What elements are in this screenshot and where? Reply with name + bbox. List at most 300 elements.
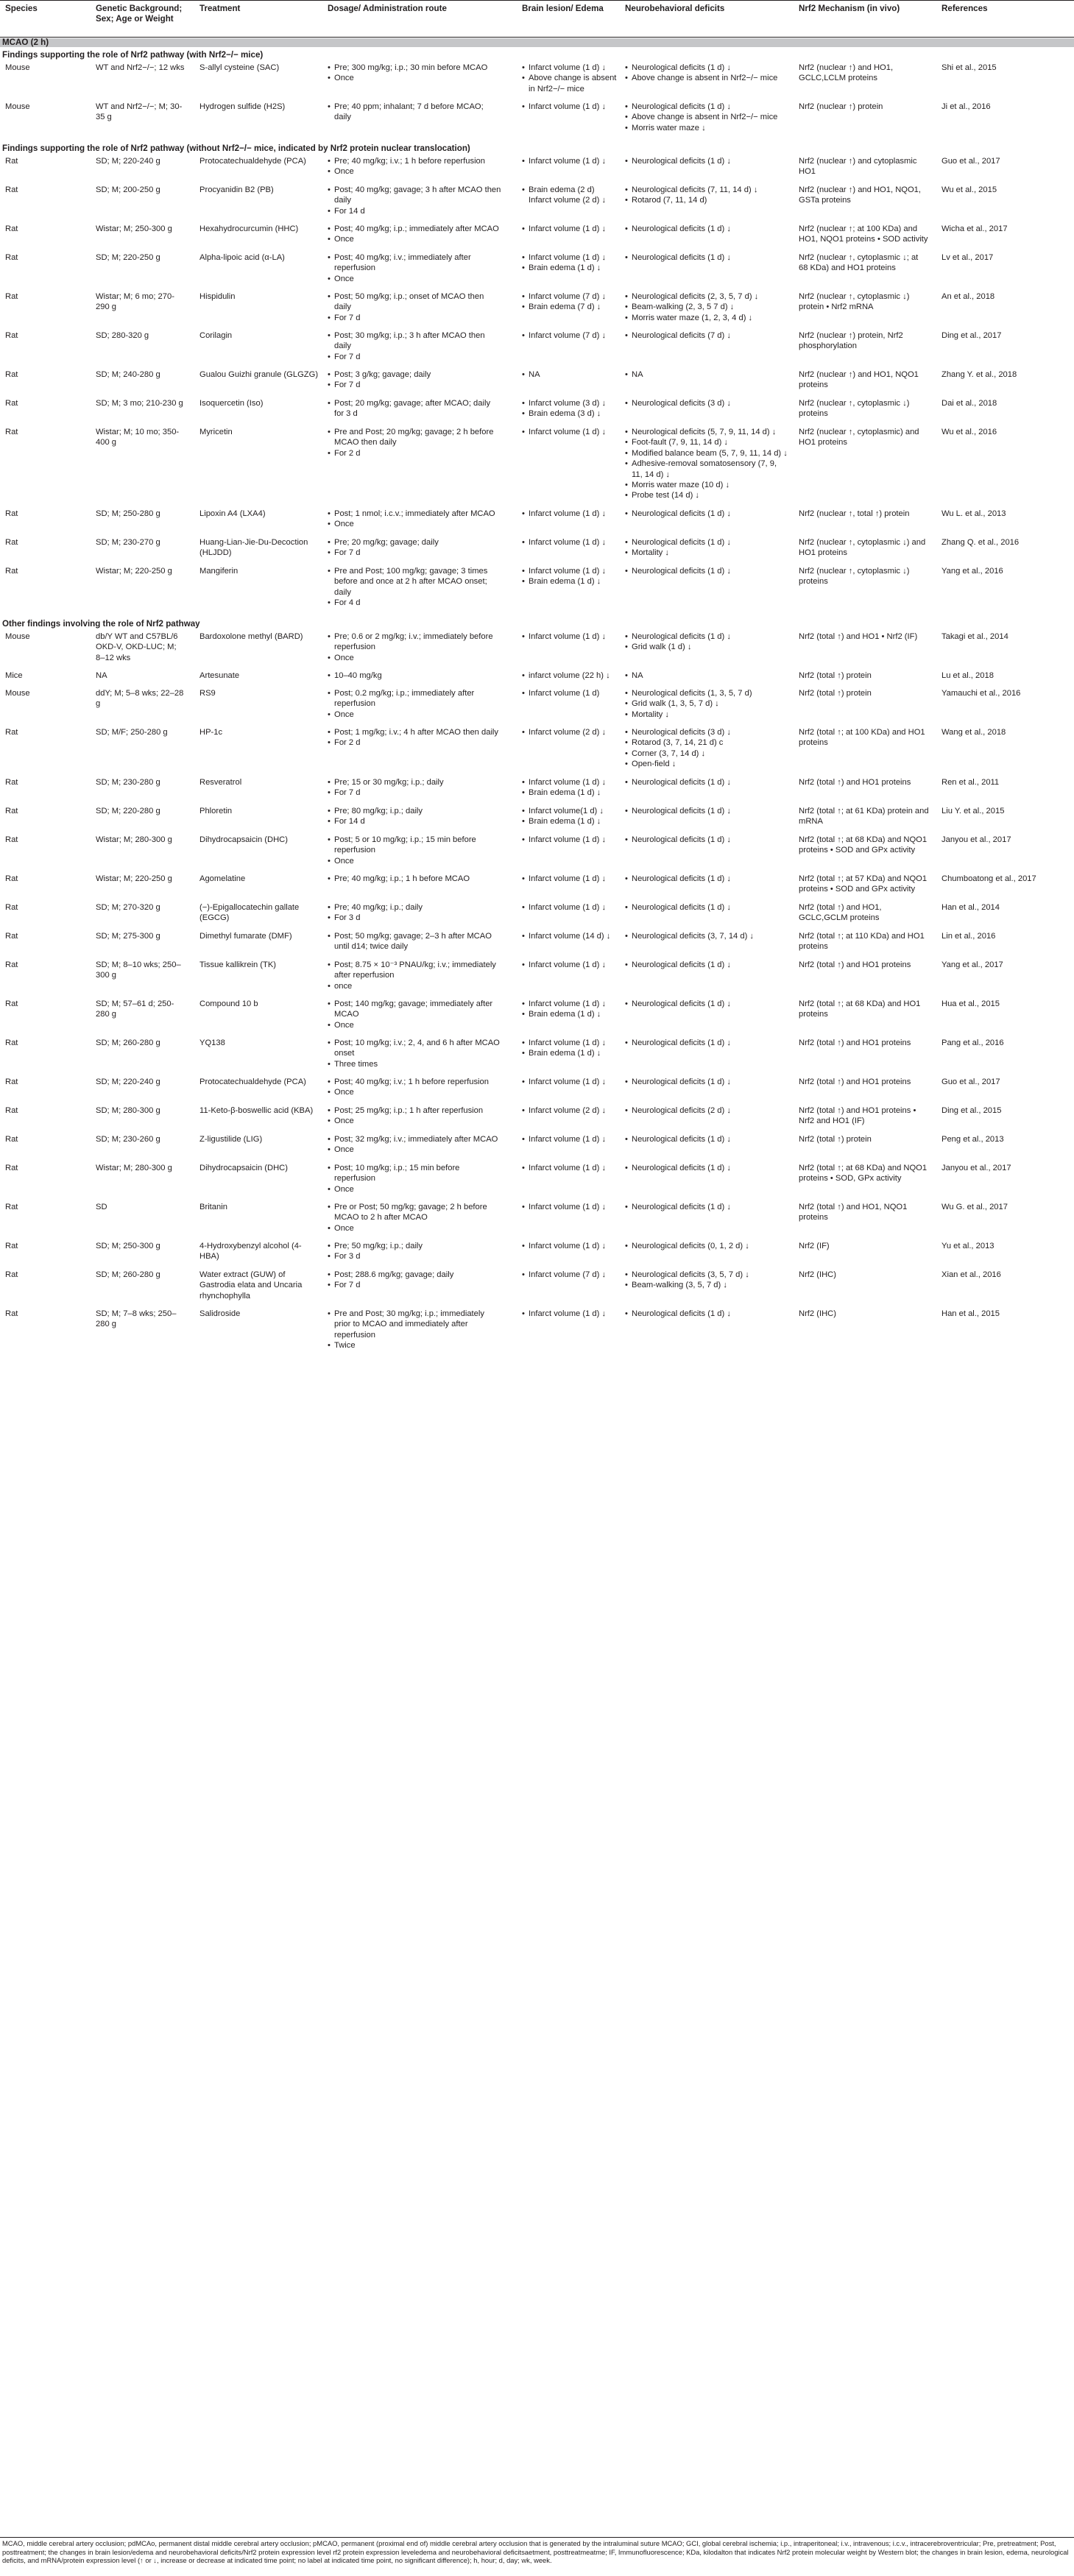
neuro-cell — [625, 688, 788, 720]
background-cell: SD; M; 230-260 g — [96, 1135, 160, 1144]
list-item: • Infarct volume (2 d) ↓ — [522, 727, 618, 737]
lesion-cell-list — [522, 1309, 618, 1319]
list-item: • Infarct volume (7 d) ↓ — [522, 330, 618, 341]
list-item: • Brain edema (1 d) ↓ — [522, 788, 618, 798]
list-item: • Neurological deficits (3, 7, 14 d) ↓ — [625, 931, 788, 941]
species-cell: Rat — [5, 1270, 18, 1279]
reference-link[interactable]: Wu et al., 2015 — [941, 185, 997, 194]
list-item: • Neurological deficits (1 d) ↓ — [625, 566, 788, 576]
reference-link[interactable]: Ding et al., 2017 — [941, 331, 1002, 340]
list-item: • For 14 d — [328, 816, 501, 827]
background-cell: NA — [96, 671, 107, 680]
neuro-cell-list — [625, 63, 788, 84]
reference-link[interactable]: Dai et al., 2018 — [941, 399, 997, 408]
treatment-cell: Procyanidin B2 (PB) — [199, 185, 274, 194]
background-cell: SD — [96, 1203, 107, 1211]
reference-link[interactable]: Lv et al., 2017 — [941, 253, 994, 262]
reference-link[interactable]: Wang et al., 2018 — [941, 728, 1006, 737]
list-item: • Beam-walking (2, 3, 5 7 d) ↓ — [625, 302, 788, 312]
lesion-cell-list — [522, 1163, 618, 1173]
species-cell: Rat — [5, 1242, 18, 1250]
species-cell: Rat — [5, 999, 18, 1008]
reference-link[interactable]: Guo et al., 2017 — [941, 157, 1000, 166]
dosage-cell — [328, 509, 501, 530]
list-item: • For 2 d — [328, 448, 501, 459]
list-item: • Once — [328, 519, 501, 529]
background-cell: SD; M; 260-280 g — [96, 1270, 160, 1279]
dosage-cell — [328, 727, 501, 749]
species-cell: Rat — [5, 157, 18, 166]
species-cell: Mouse — [5, 63, 30, 72]
reference-link[interactable]: Wu et al., 2016 — [941, 428, 997, 436]
list-item: • Once — [328, 1144, 501, 1155]
list-item: • Neurological deficits (1 d) ↓ — [625, 1134, 788, 1144]
table-row — [0, 537, 1074, 559]
lesion-cell — [522, 185, 618, 206]
list-item: • Neurological deficits (1 d) ↓ — [625, 252, 788, 263]
list-item: • Neurological deficits (1 d) ↓ — [625, 1202, 788, 1212]
neuro-cell — [625, 931, 788, 941]
species-cell: Rat — [5, 253, 18, 262]
list-item: • Post; 5 or 10 mg/kg; i.p.; 15 min before reperfusion — [328, 835, 501, 856]
dosage-cell-list — [328, 398, 501, 420]
list-item: • Infarct volume (1 d) ↓ — [522, 960, 618, 970]
dosage-cell-list — [328, 330, 501, 362]
neuro-cell — [625, 63, 788, 84]
list-item: • Grid walk (1, 3, 5, 7 d) ↓ — [625, 698, 788, 709]
list-item: • Foot-fault (7, 9, 11, 14 d) ↓ — [625, 437, 788, 447]
neuro-cell — [625, 102, 788, 133]
lesion-cell-list — [522, 330, 618, 341]
neuro-cell-list — [625, 291, 788, 323]
background-cell: SD; M; 220-250 g — [96, 253, 160, 262]
list-item: • Neurological deficits (1 d) ↓ — [625, 1163, 788, 1173]
lesion-cell — [522, 902, 618, 913]
background-cell: SD; M; 230-270 g — [96, 538, 160, 547]
neuro-cell-list — [625, 902, 788, 913]
list-item: • For 7 d — [328, 352, 501, 362]
table-row — [0, 63, 1074, 94]
neuro-cell-list — [625, 631, 788, 653]
dosage-cell-list — [328, 369, 501, 391]
dosage-cell-list — [328, 427, 501, 459]
neuro-cell-list — [625, 777, 788, 788]
lesion-cell-list — [522, 1038, 618, 1059]
reference-link[interactable]: Lin et al., 2016 — [941, 932, 996, 941]
reference-link[interactable]: Shi et al., 2015 — [941, 63, 997, 72]
list-item: • Adhesive-removal somatosensory (7, 9, 11, 14 d) ↓ — [625, 459, 788, 480]
list-item: • Infarct volume (3 d) ↓ — [522, 398, 618, 408]
reference-link[interactable]: Ji et al., 2016 — [941, 102, 991, 111]
dosage-cell-list — [328, 537, 501, 559]
dosage-cell-list — [328, 1134, 501, 1156]
treatment-cell: Protocatechualdehyde (PCA) — [199, 1078, 306, 1086]
background-cell: SD; M/F; 250-280 g — [96, 728, 168, 737]
species-cell: Rat — [5, 728, 18, 737]
dosage-cell — [328, 185, 501, 216]
list-item: • Above change is absent in Nrf2−/− mice — [522, 73, 618, 94]
dosage-cell-list — [328, 960, 501, 991]
list-item: • Neurological deficits (1 d) ↓ — [625, 806, 788, 816]
species-cell: Rat — [5, 1135, 18, 1144]
table-row — [0, 1309, 1074, 1351]
list-item: • Neurological deficits (1 d) ↓ — [625, 835, 788, 845]
table-row — [0, 835, 1074, 866]
lesion-cell-list — [522, 727, 618, 737]
lesion-cell-list — [522, 688, 618, 698]
lesion-cell-list — [522, 1077, 618, 1087]
list-item: • For 7 d — [328, 313, 501, 323]
neuro-cell — [625, 252, 788, 263]
dosage-cell — [328, 777, 501, 799]
background-cell: WT and Nrf2−/−; 12 wks — [96, 63, 185, 72]
table-row — [0, 369, 1074, 391]
table-row — [0, 931, 1074, 952]
species-cell: Rat — [5, 960, 18, 969]
species-cell: Rat — [5, 1038, 18, 1047]
reference-link[interactable]: Ding et al., 2015 — [941, 1106, 1002, 1115]
dosage-cell — [328, 398, 501, 420]
treatment-cell: Mangiferin — [199, 567, 239, 576]
lesion-cell — [522, 931, 618, 941]
neuro-cell — [625, 1309, 788, 1319]
treatment-cell: Gualou Guizhi granule (GLGZG) — [199, 370, 319, 379]
neuro-cell — [625, 999, 788, 1009]
mechanism-cell: Nrf2 (total ↑) and HO1 proteins — [799, 778, 911, 787]
species-cell: Rat — [5, 932, 18, 941]
list-item: • Neurological deficits (1 d) ↓ — [625, 224, 788, 234]
reference-link[interactable]: Pang et al., 2016 — [941, 1038, 1004, 1047]
dosage-cell — [328, 874, 501, 884]
dosage-cell — [328, 631, 501, 663]
reference-link[interactable]: Wicha et al., 2017 — [941, 224, 1008, 233]
reference-link[interactable]: An et al., 2018 — [941, 292, 995, 301]
mechanism-cell: Nrf2 (total ↑) and HO1 proteins • Nrf2 and HO1 (IF) — [799, 1106, 916, 1126]
reference-link[interactable]: Chumboatong et al., 2017 — [941, 874, 1036, 883]
reference-link[interactable]: Wu G. et al., 2017 — [941, 1203, 1008, 1211]
dosage-cell-list — [328, 1202, 501, 1234]
neuro-cell — [625, 509, 788, 519]
dosage-cell — [328, 688, 501, 720]
background-cell: SD; M; 250-300 g — [96, 1242, 160, 1250]
list-item: • Post; 0.2 mg/kg; i.p.; immediately after reperfusion — [328, 688, 501, 710]
treatment-cell: RS9 — [199, 689, 216, 698]
mechanism-cell: Nrf2 (total ↑) and HO1 • Nrf2 (IF) — [799, 632, 918, 641]
mechanism-cell: Nrf2 (IHC) — [799, 1270, 836, 1279]
table-row — [0, 1077, 1074, 1098]
lesion-cell-list — [522, 398, 618, 420]
list-item: • Infarct volume (1 d) ↓ — [522, 874, 618, 884]
neuro-cell-list — [625, 670, 788, 681]
reference-link[interactable]: Yamauchi et al., 2016 — [941, 689, 1021, 698]
treatment-cell: Hispidulin — [199, 292, 236, 301]
species-cell: Rat — [5, 331, 18, 340]
dosage-cell-list — [328, 252, 501, 284]
treatment-cell: Lipoxin A4 (LXA4) — [199, 509, 266, 518]
mechanism-cell: Nrf2 (total ↑; at 68 KDa) and HO1 proteins — [799, 999, 921, 1019]
reference-link[interactable]: Wu L. et al., 2013 — [941, 509, 1006, 518]
reference-link[interactable]: Han et al., 2014 — [941, 903, 1000, 912]
reference-link[interactable]: Xian et al., 2016 — [941, 1270, 1001, 1279]
list-item: • Post; 50 mg/kg; i.p.; onset of MCAO then daily — [328, 291, 501, 313]
reference-link[interactable]: Lu et al., 2018 — [941, 671, 994, 680]
list-item: • Post; 40 mg/kg; i.v.; 1 h before reperfusion — [328, 1077, 501, 1087]
treatment-cell: YQ138 — [199, 1038, 225, 1047]
list-item: • Infarct volume (1 d) ↓ — [522, 509, 618, 519]
reference-link[interactable]: Takagi et al., 2014 — [941, 632, 1008, 641]
list-item: • Infarct volume(1 d) ↓ — [522, 806, 618, 816]
list-item: • Post; 32 mg/kg; i.v.; immediately after MCAO — [328, 1134, 501, 1144]
list-item: • Pre; 300 mg/kg; i.p.; 30 min before MCAO — [328, 63, 501, 73]
dosage-cell-list — [328, 777, 501, 799]
mechanism-cell: Nrf2 (total ↑; at 61 KDa) protein and mRNA — [799, 807, 929, 827]
list-item: • Brain edema (1 d) ↓ — [522, 1009, 618, 1019]
treatment-cell: Huang-Lian-Jie-Du-Decoction (HLJDD) — [199, 538, 308, 558]
header-brain-lesion: Brain lesion/ Edema — [522, 4, 604, 13]
list-item: • once — [328, 981, 501, 991]
treatment-cell: S-allyl cysteine (SAC) — [199, 63, 280, 72]
dosage-cell — [328, 566, 501, 609]
list-item: • Brain edema (2 d) Infarct volume (2 d) ↓ — [522, 185, 618, 206]
list-item: • Infarct volume (2 d) ↓ — [522, 1105, 618, 1116]
list-item: • Infarct volume (1 d) ↓ — [522, 1038, 618, 1048]
dosage-cell — [328, 1309, 501, 1351]
reference-link[interactable]: Liu Y. et al., 2015 — [941, 807, 1005, 815]
lesion-cell-list — [522, 1270, 618, 1280]
dosage-cell — [328, 1077, 501, 1098]
reference-link[interactable]: Janyou et al., 2017 — [941, 835, 1011, 844]
list-item: • infarct volume (22 h) ↓ — [522, 670, 618, 681]
table-row — [0, 631, 1074, 663]
reference-link[interactable]: Yu et al., 2013 — [941, 1242, 994, 1250]
list-item: • Neurological deficits (3 d) ↓ — [625, 727, 788, 737]
table-row — [0, 291, 1074, 323]
neuro-cell — [625, 631, 788, 653]
neuro-cell — [625, 369, 788, 380]
reference-link[interactable]: Peng et al., 2013 — [941, 1135, 1004, 1144]
list-item: • Once — [328, 234, 501, 244]
species-cell: Rat — [5, 903, 18, 912]
species-cell: Rat — [5, 835, 18, 844]
band-label: MCAO (2 h) — [2, 38, 49, 47]
list-item: • Neurological deficits (1 d) ↓ — [625, 1077, 788, 1087]
list-item: • Pre; 40 ppm; inhalant; 7 d before MCAO; daily — [328, 102, 501, 123]
list-item: • Infarct volume (1 d) ↓ — [522, 631, 618, 642]
mcao-band — [0, 38, 1074, 47]
neuro-cell-list — [625, 1038, 788, 1048]
table-row — [0, 670, 1074, 681]
list-item: • Post; 3 g/kg; gavage; daily — [328, 369, 501, 380]
mechanism-cell: Nrf2 (total ↑; at 57 KDa) and NQO1 proteins • SOD and GPx activity — [799, 874, 928, 894]
list-item: • Pre or Post; 50 mg/kg; gavage; 2 h before MCAO to 2 h after MCAO — [328, 1202, 501, 1223]
list-item: • Once — [328, 856, 501, 866]
species-cell: Rat — [5, 370, 18, 379]
mechanism-cell: Nrf2 (nuclear ↑, cytoplasmic ↓) and HO1 proteins — [799, 538, 926, 558]
lesion-cell — [522, 398, 618, 420]
list-item: • Once — [328, 710, 501, 720]
lesion-cell — [522, 537, 618, 548]
reference-link[interactable]: Han et al., 2015 — [941, 1309, 1000, 1318]
mechanism-cell: Nrf2 (nuclear ↑, cytoplasmic ↓) proteins — [799, 399, 910, 419]
list-item: • Infarct volume (1 d) ↓ — [522, 566, 618, 576]
section-title: Other findings involving the role of Nrf2 pathway — [2, 619, 200, 629]
lesion-cell — [522, 1241, 618, 1251]
treatment-cell: Water extract (GUW) of Gastrodia elata and Uncaria rhynchophylla — [199, 1270, 303, 1301]
list-item: • Post; 288.6 mg/kg; gavage; daily — [328, 1270, 501, 1280]
treatment-cell: Dihydrocapsaicin (DHC) — [199, 835, 288, 844]
dosage-cell-list — [328, 806, 501, 827]
list-item: • Brain edema (7 d) ↓ — [522, 302, 618, 312]
neuro-cell-list — [625, 727, 788, 770]
treatment-cell: Salidroside — [199, 1309, 241, 1318]
list-item: • Pre; 50 mg/kg; i.p.; daily — [328, 1241, 501, 1251]
dosage-cell-list — [328, 63, 501, 84]
table-row — [0, 1270, 1074, 1301]
reference-link[interactable]: Guo et al., 2017 — [941, 1078, 1000, 1086]
list-item: • Infarct volume (1 d) — [522, 688, 618, 698]
neuro-cell-list — [625, 427, 788, 501]
lesion-cell-list — [522, 670, 618, 681]
neuro-cell-list — [625, 156, 788, 166]
list-item: • Three times — [328, 1059, 501, 1069]
table-row — [0, 156, 1074, 177]
background-cell: SD; M; 270-320 g — [96, 903, 160, 912]
background-cell: SD; M; 260-280 g — [96, 1038, 160, 1047]
reference-link[interactable]: Hua et al., 2015 — [941, 999, 1000, 1008]
neuro-cell-list — [625, 960, 788, 970]
dosage-cell-list — [328, 102, 501, 123]
neuro-cell-list — [625, 835, 788, 845]
dosage-cell — [328, 291, 501, 323]
list-item: • Brain edema (1 d) ↓ — [522, 1048, 618, 1058]
neuro-cell — [625, 1241, 788, 1251]
lesion-cell — [522, 330, 618, 341]
mechanism-cell: Nrf2 (nuclear ↑) and HO1, GCLC,LCLM proteins — [799, 63, 894, 83]
neuro-cell — [625, 835, 788, 845]
neuro-cell-list — [625, 1105, 788, 1116]
neuro-cell — [625, 156, 788, 166]
list-item: • Neurological deficits (1 d) ↓ — [625, 902, 788, 913]
list-item: • Post; 140 mg/kg; gavage; immediately after MCAO — [328, 999, 501, 1020]
reference-link[interactable]: Zhang Y. et al., 2018 — [941, 370, 1017, 379]
list-item: • Neurological deficits (1 d) ↓ — [625, 537, 788, 548]
header-treatment: Treatment — [199, 4, 241, 13]
list-item: • Neurological deficits (1 d) ↓ — [625, 777, 788, 788]
lesion-cell-list — [522, 102, 618, 112]
dosage-cell-list — [328, 874, 501, 884]
list-item: • Post; 1 mg/kg; i.v.; 4 h after MCAO then daily — [328, 727, 501, 737]
list-item: • Infarct volume (7 d) ↓ — [522, 291, 618, 302]
background-cell: WT and Nrf2−/−; M; 30-35 g — [96, 102, 183, 122]
background-cell: SD; M; 275-300 g — [96, 932, 160, 941]
list-item: • Infarct volume (1 d) ↓ — [522, 999, 618, 1009]
mechanism-cell: Nrf2 (nuclear ↑, total ↑) protein — [799, 509, 910, 518]
treatment-cell: Agomelatine — [199, 874, 246, 883]
lesion-cell-list — [522, 63, 618, 94]
lesion-cell — [522, 1134, 618, 1144]
neuro-cell-list — [625, 330, 788, 341]
neuro-cell — [625, 1270, 788, 1291]
list-item: • Post; 25 mg/kg; i.p.; 1 h after reperfusion — [328, 1105, 501, 1116]
neuro-cell — [625, 806, 788, 816]
lesion-cell-list — [522, 631, 618, 642]
list-item: • Pre; 40 mg/kg; i.p.; 1 h before MCAO — [328, 874, 501, 884]
list-item: • Post; 50 mg/kg; gavage; 2–3 h after MCAO until d14; twice daily — [328, 931, 501, 952]
species-cell: Rat — [5, 224, 18, 233]
dosage-cell-list — [328, 688, 501, 720]
dosage-cell-list — [328, 185, 501, 216]
neuro-cell-list — [625, 1241, 788, 1251]
lesion-cell — [522, 291, 618, 313]
lesion-cell — [522, 688, 618, 698]
neuro-cell-list — [625, 1077, 788, 1087]
table-row — [0, 330, 1074, 362]
lesion-cell — [522, 727, 618, 737]
table-row — [0, 398, 1074, 420]
list-item: • Neurological deficits (1, 3, 5, 7 d) — [625, 688, 788, 698]
list-item: • Neurological deficits (1 d) ↓ — [625, 999, 788, 1009]
list-item: • Morris water maze (10 d) ↓ — [625, 480, 788, 490]
species-cell: Rat — [5, 292, 18, 301]
list-item: • Once — [328, 1116, 501, 1126]
reference-link[interactable]: Ren et al., 2011 — [941, 778, 1000, 787]
treatment-cell: Protocatechualdehyde (PCA) — [199, 157, 306, 166]
mechanism-cell: Nrf2 (IHC) — [799, 1309, 836, 1318]
dosage-cell — [328, 931, 501, 952]
table-row — [0, 902, 1074, 924]
table-row — [0, 566, 1074, 609]
neuro-cell — [625, 1105, 788, 1116]
treatment-cell: Britanin — [199, 1203, 227, 1211]
list-item: • For 14 d — [328, 206, 501, 216]
list-item: • Brain edema (1 d) ↓ — [522, 816, 618, 827]
table-row — [0, 224, 1074, 245]
neuro-cell-list — [625, 806, 788, 816]
treatment-cell: Alpha-lipoic acid (α-LA) — [199, 253, 285, 262]
species-cell: Rat — [5, 874, 18, 883]
reference-link[interactable]: Yang et al., 2016 — [941, 567, 1003, 576]
reference-link[interactable]: Janyou et al., 2017 — [941, 1164, 1011, 1172]
treatment-cell: Compound 10 b — [199, 999, 258, 1008]
lesion-cell — [522, 1309, 618, 1319]
mechanism-cell: Nrf2 (nuclear ↑) and HO1, NQO1, GSTa proteins — [799, 185, 922, 205]
list-item: • For 3 d — [328, 913, 501, 923]
mechanism-cell: Nrf2 (total ↑; at 100 KDa) and HO1 proteins — [799, 728, 925, 748]
reference-link[interactable]: Yang et al., 2017 — [941, 960, 1003, 969]
list-item: • Pre; 40 mg/kg; i.v.; 1 h before reperfusion — [328, 156, 501, 166]
reference-link[interactable]: Zhang Q. et al., 2016 — [941, 538, 1020, 547]
lesion-cell-list — [522, 999, 618, 1020]
background-cell: SD; M; 8–10 wks; 250–300 g — [96, 960, 181, 980]
background-cell: db/Y WT and C57BL/6 OKD-V, OKD-LUC; M; 8–12 wks — [96, 632, 178, 662]
neuro-cell-list — [625, 537, 788, 559]
species-cell: Rat — [5, 807, 18, 815]
list-item: • NA — [625, 670, 788, 681]
lesion-cell — [522, 999, 618, 1020]
background-cell: Wistar; M; 220-250 g — [96, 567, 172, 576]
list-item: • Neurological deficits (3, 5, 7 d) ↓ — [625, 1270, 788, 1280]
dosage-cell-list — [328, 999, 501, 1030]
species-cell: Mouse — [5, 102, 30, 111]
mechanism-cell: Nrf2 (nuclear ↑, cytoplasmic) and HO1 proteins — [799, 428, 919, 447]
treatment-cell: Tissue kallikrein (TK) — [199, 960, 277, 969]
lesion-cell-list — [522, 931, 618, 941]
table-row — [0, 1105, 1074, 1127]
list-item: • Infarct volume (1 d) ↓ — [522, 224, 618, 234]
lesion-cell — [522, 670, 618, 681]
list-item: • For 7 d — [328, 380, 501, 390]
table-row — [0, 727, 1074, 770]
